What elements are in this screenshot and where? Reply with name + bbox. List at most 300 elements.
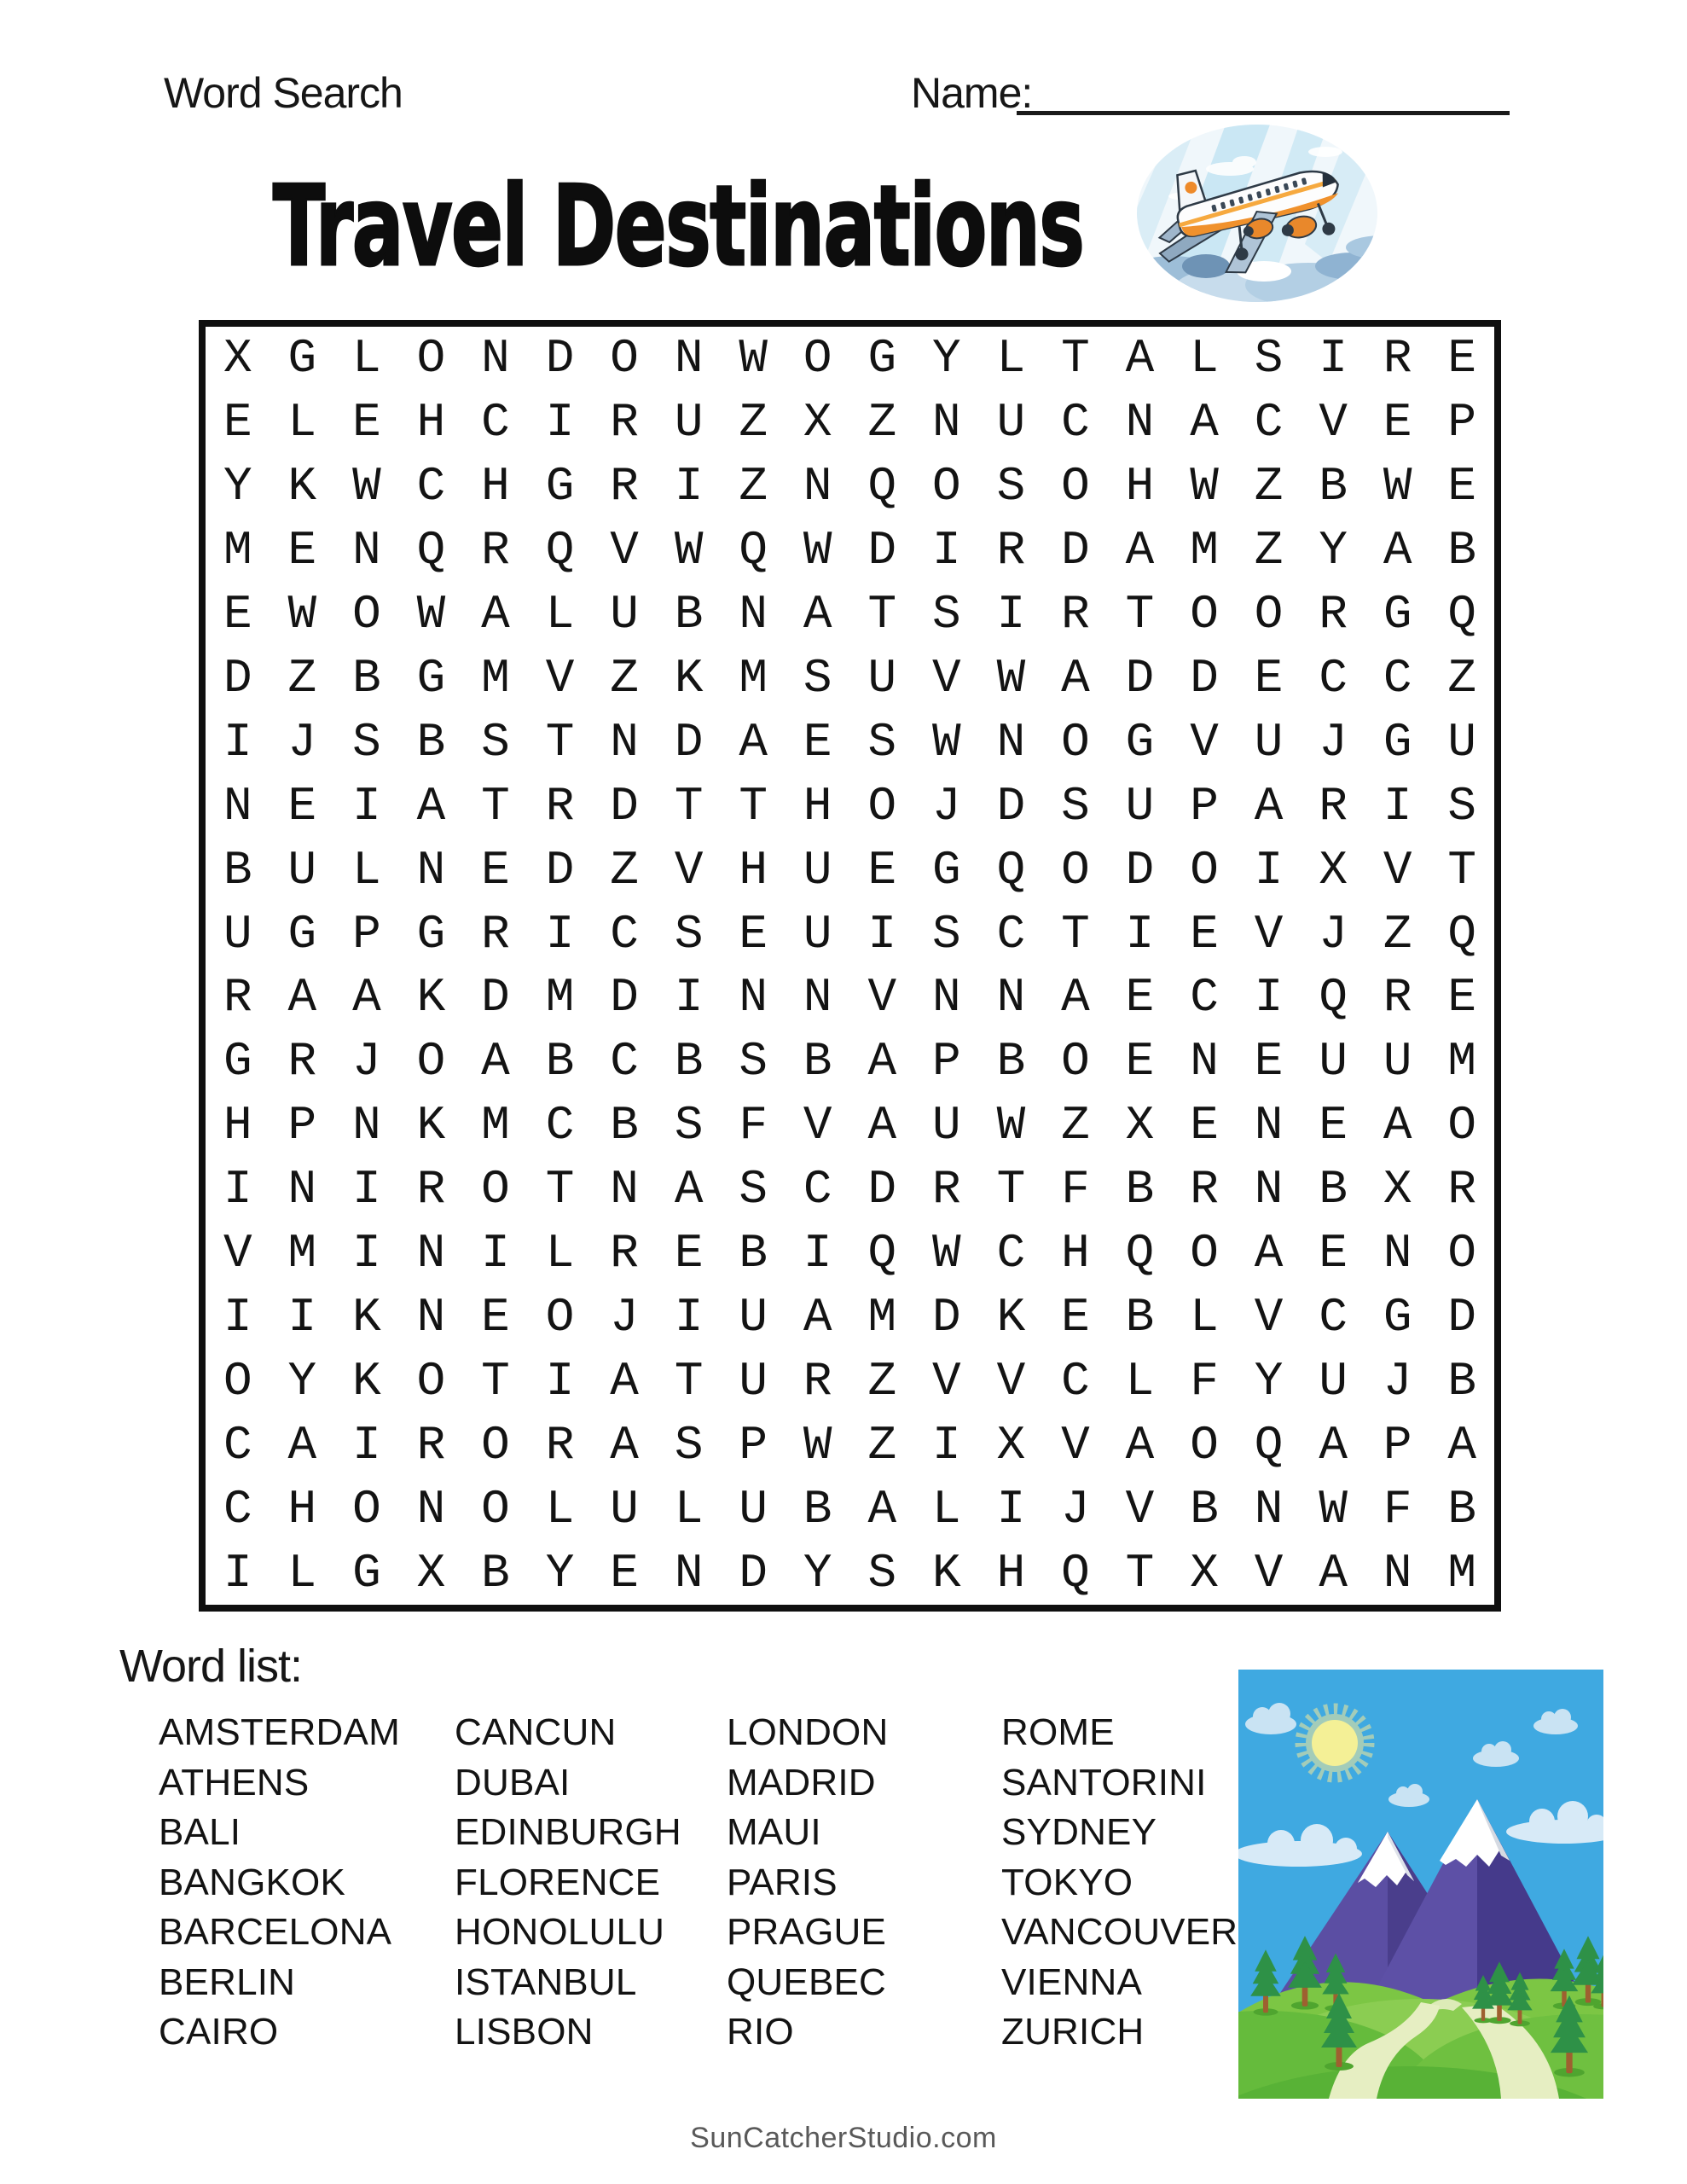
grid-cell: O [352, 1481, 381, 1536]
grid-cell: K [674, 650, 704, 706]
grid-cell: M [481, 1098, 510, 1153]
word-item: PRAGUE [727, 1911, 887, 1953]
grid-cell: B [610, 1098, 639, 1153]
grid-cell: H [481, 459, 510, 514]
word-grid [199, 320, 1501, 1612]
grid-cell: V [1383, 842, 1412, 897]
grid-cell: W [996, 1098, 1026, 1153]
grid-cell: U [1383, 1034, 1412, 1089]
grid-cell: O [481, 1162, 510, 1217]
grid-cell: U [996, 395, 1026, 450]
word-item: FLORENCE [455, 1861, 661, 1903]
grid-cell: R [610, 459, 639, 514]
grid-cell: D [610, 778, 639, 834]
grid-cell: S [674, 1098, 704, 1153]
grid-cell: P [287, 1098, 317, 1153]
grid-cell: H [287, 1481, 317, 1536]
grid-cell: T [674, 1353, 704, 1409]
word-item: ROME [1001, 1711, 1115, 1753]
worksheet-type-label: Word Search [164, 69, 403, 117]
grid-cell: A [803, 1289, 832, 1345]
grid-cell: U [739, 1353, 768, 1409]
grid-cell: Q [416, 523, 446, 578]
grid-cell: N [481, 331, 510, 386]
grid-cell: R [1319, 587, 1348, 642]
grid-cell: E [1383, 395, 1412, 450]
grid-cell: O [1447, 1098, 1477, 1153]
grid-cell: R [1447, 1162, 1477, 1217]
grid-cell: W [416, 587, 446, 642]
grid-cell: J [352, 1034, 381, 1089]
grid-cell: O [352, 587, 381, 642]
grid-cell: D [1061, 523, 1090, 578]
grid-cell: A [1383, 1098, 1412, 1153]
grid-cell: D [996, 778, 1026, 834]
grid-cell: K [287, 459, 317, 514]
grid-cell: O [610, 331, 639, 386]
grid-cell: N [739, 587, 768, 642]
grid-cell: I [1254, 842, 1284, 897]
grid-cell: P [932, 1034, 961, 1089]
grid-cell: Y [287, 1353, 317, 1409]
grid-cell: K [932, 1545, 961, 1600]
grid-cell: G [223, 1034, 252, 1089]
grid-cell: F [1383, 1481, 1412, 1536]
grid-cell: R [1319, 778, 1348, 834]
grid-cell: P [1190, 778, 1219, 834]
grid-cell: E [1190, 906, 1219, 961]
grid-cell: A [1383, 523, 1412, 578]
grid-cell: D [1447, 1289, 1477, 1345]
grid-cell: S [1254, 331, 1284, 386]
grid-cell: A [481, 587, 510, 642]
grid-cell: J [610, 1289, 639, 1345]
grid-cell: M [1447, 1545, 1477, 1600]
grid-cell: O [1061, 1034, 1090, 1089]
grid-cell: A [867, 1481, 897, 1536]
grid-cell: V [996, 1353, 1026, 1409]
grid-cell: O [803, 331, 832, 386]
grid-cell: Z [867, 1353, 897, 1409]
grid-cell: O [1190, 587, 1219, 642]
grid-cell: I [803, 1226, 832, 1281]
grid-cell: A [1254, 778, 1284, 834]
grid-cell: G [1125, 714, 1155, 770]
word-item: BERLIN [159, 1960, 296, 2003]
grid-cell: I [1254, 970, 1284, 1025]
grid-cell: C [416, 459, 446, 514]
grid-cell: Q [545, 523, 575, 578]
grid-cell: L [352, 842, 381, 897]
word-item: SANTORINI [1001, 1761, 1207, 1804]
grid-cell: I [545, 906, 575, 961]
grid-cell: J [1319, 906, 1348, 961]
grid-cell: B [545, 1034, 575, 1089]
grid-cell: I [674, 1289, 704, 1345]
grid-cell: C [1319, 650, 1348, 706]
grid-cell: N [1190, 1034, 1219, 1089]
grid-cell: D [223, 650, 252, 706]
word-item: BANGKOK [159, 1861, 346, 1903]
grid-cell: I [223, 1545, 252, 1600]
word-item: TOKYO [1001, 1861, 1133, 1903]
grid-cell: V [867, 970, 897, 1025]
grid-cell: W [1383, 459, 1412, 514]
grid-cell: I [352, 1417, 381, 1472]
grid-cell: A [481, 1034, 510, 1089]
grid-cell: D [674, 714, 704, 770]
word-list-heading: Word list: [119, 1641, 303, 1692]
grid-cell: R [416, 1162, 446, 1217]
grid-cell: N [352, 1098, 381, 1153]
grid-cell: O [1061, 714, 1090, 770]
grid-cell: I [352, 1226, 381, 1281]
grid-cell: O [481, 1417, 510, 1472]
grid-cell: D [545, 331, 575, 386]
word-item: VIENNA [1001, 1960, 1143, 2003]
grid-cell: B [1447, 523, 1477, 578]
grid-cell: Z [287, 650, 317, 706]
grid-cell: V [1061, 1417, 1090, 1472]
grid-cell: V [610, 523, 639, 578]
grid-cell: C [1254, 395, 1284, 450]
grid-cell: E [1254, 1034, 1284, 1089]
word-item: AMSTERDAM [159, 1711, 400, 1753]
grid-cell: A [1447, 1417, 1477, 1472]
grid-cell: Y [1254, 1353, 1284, 1409]
grid-cell: W [1190, 459, 1219, 514]
grid-cell: Z [1061, 1098, 1090, 1153]
grid-cell: L [545, 1481, 575, 1536]
grid-cell: T [1061, 331, 1090, 386]
grid-cell: B [996, 1034, 1026, 1089]
grid-cell: O [1190, 842, 1219, 897]
grid-cell: S [867, 714, 897, 770]
grid-cell: K [416, 970, 446, 1025]
grid-cell: G [1383, 1289, 1412, 1345]
grid-cell: P [352, 906, 381, 961]
grid-cell: T [1061, 906, 1090, 961]
grid-cell: N [223, 778, 252, 834]
grid-cell: A [1190, 395, 1219, 450]
word-item: HONOLULU [455, 1911, 665, 1953]
grid-cell: N [996, 970, 1026, 1025]
grid-cell: D [867, 523, 897, 578]
grid-cell: A [287, 1417, 317, 1472]
grid-cell: E [803, 714, 832, 770]
grid-cell: G [545, 459, 575, 514]
grid-cell: P [1383, 1417, 1412, 1472]
grid-cell: A [867, 1098, 897, 1153]
grid-cell: D [867, 1162, 897, 1217]
grid-cell: E [287, 778, 317, 834]
grid-cell: Z [610, 650, 639, 706]
grid-cell: V [1190, 714, 1219, 770]
grid-cell: C [610, 906, 639, 961]
grid-cell: T [674, 778, 704, 834]
grid-cell: G [352, 1545, 381, 1600]
grid-cell: O [1061, 842, 1090, 897]
grid-cell: A [1319, 1417, 1348, 1472]
grid-cell: X [1319, 842, 1348, 897]
grid-cell: X [996, 1417, 1026, 1472]
grid-cell: L [932, 1481, 961, 1536]
grid-cell: O [1061, 459, 1090, 514]
grid-cell: S [1061, 778, 1090, 834]
page-title: Travel Destinations [273, 161, 1084, 291]
grid-cell: B [674, 587, 704, 642]
grid-cell: U [610, 587, 639, 642]
grid-cell: R [545, 778, 575, 834]
grid-cell: U [1447, 714, 1477, 770]
grid-cell: U [803, 842, 832, 897]
grid-cell: N [1125, 395, 1155, 450]
grid-cell: G [1383, 587, 1412, 642]
grid-cell: D [1125, 842, 1155, 897]
grid-cell: I [223, 714, 252, 770]
word-item: ISTANBUL [455, 1960, 637, 2003]
grid-cell: H [803, 778, 832, 834]
grid-cell: C [1319, 1289, 1348, 1345]
grid-cell: C [1061, 395, 1090, 450]
grid-cell: L [674, 1481, 704, 1536]
grid-cell: B [223, 842, 252, 897]
grid-cell: G [867, 331, 897, 386]
grid-cell: X [1190, 1545, 1219, 1600]
grid-cell: U [674, 395, 704, 450]
grid-cell: O [481, 1481, 510, 1536]
grid-cell: Q [1125, 1226, 1155, 1281]
grid-cell: L [1190, 331, 1219, 386]
grid-cell: R [1383, 970, 1412, 1025]
grid-cell: P [739, 1417, 768, 1472]
grid-cell: D [545, 842, 575, 897]
grid-cell: A [867, 1034, 897, 1089]
grid-cell: U [739, 1481, 768, 1536]
grid-cell: T [545, 714, 575, 770]
grid-cell: W [803, 1417, 832, 1472]
grid-cell: T [1125, 1545, 1155, 1600]
grid-cell: C [1190, 970, 1219, 1025]
grid-cell: Q [1319, 970, 1348, 1025]
word-item: LONDON [727, 1711, 889, 1753]
grid-cell: E [1319, 1098, 1348, 1153]
grid-cell: D [1190, 650, 1219, 706]
grid-cell: I [223, 1162, 252, 1217]
grid-cell: S [674, 906, 704, 961]
grid-cell: S [481, 714, 510, 770]
landscape-illustration [1238, 1670, 1603, 2099]
word-item: SYDNEY [1001, 1811, 1157, 1853]
grid-cell: V [932, 1353, 961, 1409]
word-item: MADRID [727, 1761, 876, 1804]
grid-cell: N [610, 1162, 639, 1217]
grid-cell: N [674, 1545, 704, 1600]
grid-cell: C [223, 1481, 252, 1536]
grid-cell: E [1061, 1289, 1090, 1345]
grid-cell: N [610, 714, 639, 770]
grid-cell: I [867, 906, 897, 961]
word-item: BALI [159, 1811, 241, 1853]
grid-cell: O [545, 1289, 575, 1345]
grid-cell: A [1125, 523, 1155, 578]
grid-cell: E [1447, 459, 1477, 514]
grid-cell: B [416, 714, 446, 770]
grid-cell: Q [996, 842, 1026, 897]
grid-cell: D [932, 1289, 961, 1345]
word-item: VANCOUVER [1001, 1911, 1238, 1953]
grid-cell: K [352, 1353, 381, 1409]
grid-cell: E [739, 906, 768, 961]
grid-cell: B [674, 1034, 704, 1089]
grid-cell: E [867, 842, 897, 897]
grid-cell: A [1125, 331, 1155, 386]
grid-cell: O [1190, 1226, 1219, 1281]
grid-cell: E [1319, 1226, 1348, 1281]
grid-cell: H [996, 1545, 1026, 1600]
grid-cell: S [932, 587, 961, 642]
grid-cell: E [1190, 1098, 1219, 1153]
grid-cell: O [1254, 587, 1284, 642]
grid-cell: X [803, 395, 832, 450]
grid-cell: Z [739, 395, 768, 450]
grid-cell: E [610, 1545, 639, 1600]
grid-cell: Q [867, 459, 897, 514]
grid-cell: P [1447, 395, 1477, 450]
grid-cell: J [932, 778, 961, 834]
grid-cell: Z [1383, 906, 1412, 961]
grid-cell: N [803, 459, 832, 514]
grid-cell: E [1125, 970, 1155, 1025]
grid-cell: N [416, 1226, 446, 1281]
grid-cell: W [1319, 1481, 1348, 1536]
grid-cell: E [352, 395, 381, 450]
grid-cell: N [932, 970, 961, 1025]
grid-cell: S [932, 906, 961, 961]
grid-cell: B [739, 1226, 768, 1281]
word-item: RIO [727, 2011, 794, 2053]
grid-cell: V [223, 1226, 252, 1281]
grid-cell: T [739, 778, 768, 834]
grid-cell: R [223, 970, 252, 1025]
grid-cell: A [803, 587, 832, 642]
grid-cell: J [1061, 1481, 1090, 1536]
grid-cell: G [287, 331, 317, 386]
grid-cell: L [1190, 1289, 1219, 1345]
grid-cell: N [1254, 1098, 1284, 1153]
grid-cell: Q [1061, 1545, 1090, 1600]
grid-cell: C [610, 1034, 639, 1089]
grid-cell: R [610, 395, 639, 450]
grid-cell: A [1125, 1417, 1155, 1472]
grid-cell: E [223, 395, 252, 450]
grid-cell: N [1383, 1545, 1412, 1600]
grid-cell: G [416, 906, 446, 961]
grid-cell: C [1061, 1353, 1090, 1409]
grid-cell: I [481, 1226, 510, 1281]
grid-cell: R [1190, 1162, 1219, 1217]
word-item: QUEBEC [727, 1960, 887, 2003]
grid-cell: K [416, 1098, 446, 1153]
name-blank-line [1017, 75, 1510, 115]
grid-cell: Z [1254, 459, 1284, 514]
grid-cell: V [1125, 1481, 1155, 1536]
grid-cell: C [481, 395, 510, 450]
airplane-illustration [1128, 118, 1387, 311]
grid-cell: A [1254, 1226, 1284, 1281]
grid-cell: V [674, 842, 704, 897]
grid-cell: U [610, 1481, 639, 1536]
grid-cell: N [416, 842, 446, 897]
grid-cell: I [352, 778, 381, 834]
grid-cell: T [481, 1353, 510, 1409]
grid-cell: J [287, 714, 317, 770]
grid-cell: I [674, 459, 704, 514]
grid-cell: W [996, 650, 1026, 706]
grid-cell: R [545, 1417, 575, 1472]
grid-cell: V [1319, 395, 1348, 450]
grid-cell: N [1383, 1226, 1412, 1281]
grid-cell: D [1125, 650, 1155, 706]
grid-cell: D [739, 1545, 768, 1600]
grid-cell: U [1319, 1034, 1348, 1089]
grid-cell: G [932, 842, 961, 897]
grid-cell: F [1190, 1353, 1219, 1409]
grid-cell: Q [1447, 587, 1477, 642]
grid-cell: A [1061, 970, 1090, 1025]
grid-cell: Q [867, 1226, 897, 1281]
grid-cell: B [1447, 1353, 1477, 1409]
grid-cell: N [739, 970, 768, 1025]
grid-cell: X [416, 1545, 446, 1600]
word-item: CAIRO [159, 2011, 279, 2053]
grid-cell: Z [1447, 650, 1477, 706]
grid-cell: W [739, 331, 768, 386]
grid-cell: O [416, 1353, 446, 1409]
grid-cell: A [416, 778, 446, 834]
grid-cell: S [739, 1162, 768, 1217]
grid-cell: W [932, 1226, 961, 1281]
grid-cell: B [1125, 1162, 1155, 1217]
grid-cell: I [996, 1481, 1026, 1536]
grid-cell: A [1061, 650, 1090, 706]
grid-cell: B [1319, 459, 1348, 514]
grid-cell: O [223, 1353, 252, 1409]
grid-cell: C [803, 1162, 832, 1217]
grid-cell: Q [1254, 1417, 1284, 1472]
grid-cell: L [996, 331, 1026, 386]
grid-cell: G [1383, 714, 1412, 770]
grid-cell: U [739, 1289, 768, 1345]
grid-cell: M [481, 650, 510, 706]
grid-cell: S [674, 1417, 704, 1472]
grid-cell: N [352, 523, 381, 578]
grid-cell: E [481, 842, 510, 897]
grid-cell: T [1125, 587, 1155, 642]
grid-cell: B [1190, 1481, 1219, 1536]
grid-cell: N [996, 714, 1026, 770]
grid-cell: Q [739, 523, 768, 578]
grid-cell: U [1125, 778, 1155, 834]
grid-cell: R [932, 1162, 961, 1217]
grid-cell: U [223, 906, 252, 961]
word-item: PARIS [727, 1861, 838, 1903]
word-item: LISBON [455, 2011, 594, 2053]
grid-cell: M [545, 970, 575, 1025]
grid-cell: I [352, 1162, 381, 1217]
grid-cell: U [932, 1098, 961, 1153]
grid-cell: N [1254, 1162, 1284, 1217]
